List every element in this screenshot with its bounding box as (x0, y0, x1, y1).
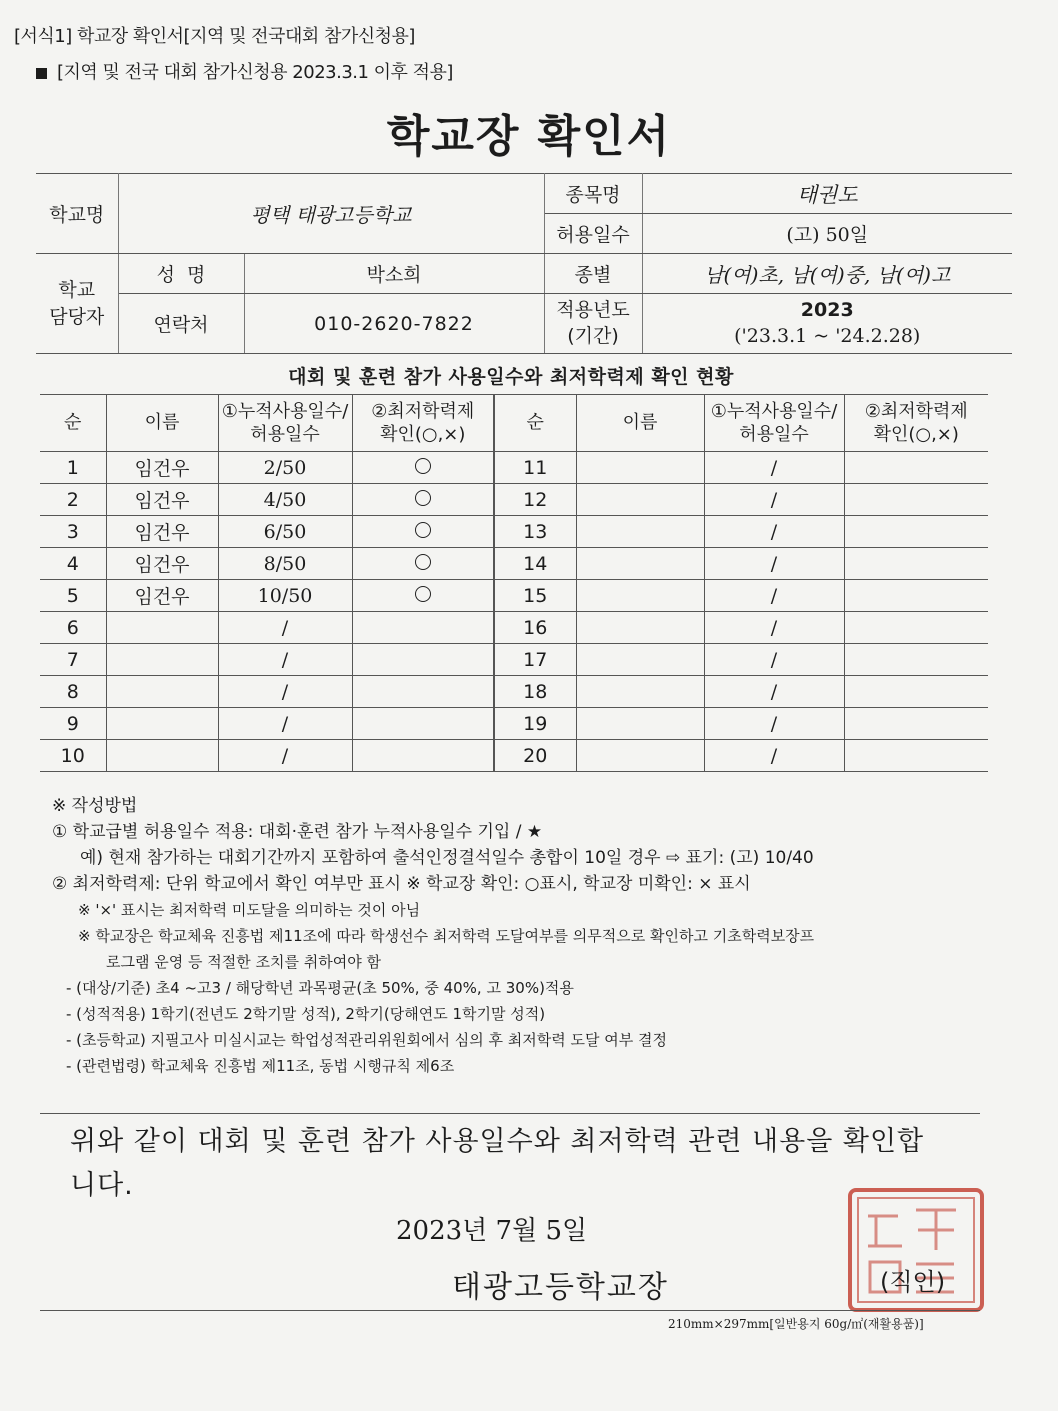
row-num: 5 (40, 580, 106, 612)
info-table (36, 173, 1012, 354)
header-check: ②최저학력제 확인(○,×) (844, 395, 988, 452)
note-dash-1: - (대상/기준) 초4 ~고3 / 해당학년 과목평균(초 50%, 중 40%, 고 30%)적용 (66, 979, 574, 997)
table-row (40, 484, 988, 516)
row-name: 임건우 (106, 484, 218, 516)
row-check (352, 708, 494, 740)
issue-date: 2023년 7월 5일 (396, 1216, 588, 1246)
manager-label: 학교 담당자 (36, 254, 118, 354)
row-days: / (704, 740, 844, 772)
row-name: 임건우 (106, 516, 218, 548)
row-days: / (218, 644, 352, 676)
section-title: 대회 및 훈련 참가 사용일수와 최저학력제 확인 현황 (288, 366, 734, 388)
divider (40, 1310, 980, 1311)
row-check (844, 740, 988, 772)
row-days: / (704, 676, 844, 708)
row-check (352, 740, 494, 772)
row-num: 2 (40, 484, 106, 516)
note-2-b-cont: 로그램 운영 등 적절한 조치를 취하여야 함 (106, 953, 381, 971)
row-days: / (218, 612, 352, 644)
row-check (352, 580, 494, 612)
row-name (106, 740, 218, 772)
divider (40, 1113, 980, 1114)
row-check (352, 484, 494, 516)
table-row (40, 452, 988, 484)
row-days: / (704, 612, 844, 644)
table-row (40, 548, 988, 580)
name-label: 성 명 (118, 254, 244, 294)
row-days: / (218, 676, 352, 708)
row-name (576, 740, 704, 772)
contact-value: 010-2620-7822 (244, 294, 544, 354)
confirm-line-1: 위와 같이 대회 및 훈련 참가 사용일수와 최저학력 관련 내용을 확인합 (70, 1126, 925, 1157)
header-name: 이름 (106, 395, 218, 452)
page-title: 학교장 확인서 (386, 111, 672, 162)
circle-mark-icon (415, 458, 431, 474)
row-num: 17 (494, 644, 576, 676)
row-num: 6 (40, 612, 106, 644)
row-check (352, 516, 494, 548)
row-days: / (218, 740, 352, 772)
circle-mark-icon (415, 490, 431, 506)
table-row (40, 516, 988, 548)
row-check (352, 644, 494, 676)
circle-mark-icon (415, 554, 431, 570)
name-value: 박소희 (244, 254, 544, 294)
row-check (844, 612, 988, 644)
table-row (40, 612, 988, 644)
notes-heading: ※ 작성방법 (52, 796, 138, 816)
header-check: ②최저학력제 확인(○,×) (352, 395, 494, 452)
row-name (576, 676, 704, 708)
year-label: 적용년도 (기간) (544, 294, 642, 354)
header-name: 이름 (576, 395, 704, 452)
row-num: 7 (40, 644, 106, 676)
square-bullet-icon (36, 68, 47, 79)
row-name (106, 708, 218, 740)
row-name (106, 644, 218, 676)
row-num: 3 (40, 516, 106, 548)
row-check (352, 452, 494, 484)
row-num: 9 (40, 708, 106, 740)
note-2-b: ※ 학교장은 학교체육 진흥법 제11조에 따라 학생선수 최저학력 도달여부를 의무적으로 확인하고 기초학력보장프 (78, 927, 815, 945)
note-1-example: 예) 현재 참가하는 대회기간까지 포함하여 출석인정결석일수 총합이 10일 경우 ⇨ 표기: (고) 10/40 (80, 848, 814, 868)
table-row (40, 708, 988, 740)
note-dash-2: - (성적적용) 1학기(전년도 2학기말 성적), 2학기(당해연도 1학기말 성적) (66, 1005, 546, 1023)
row-days: 4/50 (218, 484, 352, 516)
row-num: 20 (494, 740, 576, 772)
event-label: 종목명 (544, 174, 642, 214)
note-1: ① 학교급별 허용일수 적용: 대회·훈련 참가 누적사용일수 기입 / ★ (52, 822, 543, 842)
row-name (576, 516, 704, 548)
row-num: 12 (494, 484, 576, 516)
row-check (844, 676, 988, 708)
row-days: / (704, 548, 844, 580)
row-days: / (218, 708, 352, 740)
row-num: 13 (494, 516, 576, 548)
notice-line (36, 58, 453, 84)
row-name (576, 644, 704, 676)
row-check (352, 676, 494, 708)
confirm-line-2: 니다. (70, 1170, 134, 1201)
row-num: 19 (494, 708, 576, 740)
circle-mark-icon (415, 586, 431, 602)
row-check (844, 644, 988, 676)
row-days: / (704, 452, 844, 484)
school-label: 학교명 (36, 174, 118, 254)
row-check (352, 612, 494, 644)
row-name: 임건우 (106, 452, 218, 484)
row-days: 6/50 (218, 516, 352, 548)
row-days: 2/50 (218, 452, 352, 484)
note-dash-3: - (초등학교) 지필고사 미실시교는 학업성적관리위원회에서 심의 후 최저학력 도달 여부 결정 (66, 1031, 667, 1049)
usage-table (40, 394, 988, 772)
row-num: 16 (494, 612, 576, 644)
row-check (844, 516, 988, 548)
days-value: (고) 50일 (642, 214, 1012, 254)
instructions (52, 793, 1012, 1079)
row-num: 10 (40, 740, 106, 772)
row-check (844, 484, 988, 516)
row-name (576, 580, 704, 612)
form-label: [서식1] 학교장 확인서[지역 및 전국대회 참가신청용] (14, 26, 415, 47)
table-row (40, 740, 988, 772)
contact-label: 연락처 (118, 294, 244, 354)
header-days: ①누적사용일수/ 허용일수 (218, 395, 352, 452)
row-num: 15 (494, 580, 576, 612)
period-value: ('23.3.1 ~ '24.2.28) (734, 324, 921, 347)
row-name (576, 452, 704, 484)
row-num: 11 (494, 452, 576, 484)
row-check (844, 708, 988, 740)
row-check (844, 548, 988, 580)
row-name: 임건우 (106, 548, 218, 580)
table-row (40, 676, 988, 708)
row-days: / (704, 484, 844, 516)
row-name (576, 708, 704, 740)
note-2-a: ※ '×' 표시는 최저학력 미도달을 의미하는 것이 아님 (78, 901, 421, 919)
row-days: 10/50 (218, 580, 352, 612)
row-name (576, 612, 704, 644)
row-name: 임건우 (106, 580, 218, 612)
note-2: ② 최저학력제: 단위 학교에서 확인 여부만 표시 ※ 학교장 확인: ○표시, 학교장 미확인: × 표시 (52, 874, 751, 894)
table-header-row (40, 395, 988, 452)
circle-mark-icon (415, 522, 431, 538)
days-label: 허용일수 (544, 214, 642, 254)
principal-name: 태광고등학교장 (452, 1270, 669, 1305)
event-value: 태권도 (642, 174, 1012, 214)
row-check (844, 580, 988, 612)
row-check (844, 452, 988, 484)
row-days: / (704, 644, 844, 676)
row-days: / (704, 708, 844, 740)
category-value: 남(여)초, 남(여)중, 남(여)고 (642, 254, 1012, 294)
seal-label: (직인) (880, 1268, 946, 1296)
row-num: 14 (494, 548, 576, 580)
paper-spec: 210mm×297mm[일반용지 60g/㎡(재활용품)] (668, 1317, 924, 1331)
row-name (106, 612, 218, 644)
year-value: 2023 (800, 298, 854, 321)
row-num: 18 (494, 676, 576, 708)
row-num: 4 (40, 548, 106, 580)
category-label: 종별 (544, 254, 642, 294)
row-days: 8/50 (218, 548, 352, 580)
row-check (352, 548, 494, 580)
header-days: ①누적사용일수/ 허용일수 (704, 395, 844, 452)
row-days: / (704, 516, 844, 548)
note-dash-4: - (관련법령) 학교체육 진흥법 제11조, 동법 시행규칙 제6조 (66, 1057, 455, 1075)
header-num: 순 (494, 395, 576, 452)
row-num: 1 (40, 452, 106, 484)
table-row (40, 644, 988, 676)
row-days: / (704, 580, 844, 612)
row-name (576, 548, 704, 580)
row-name (106, 676, 218, 708)
table-row (40, 580, 988, 612)
row-num: 8 (40, 676, 106, 708)
notice-text: [지역 및 전국 대회 참가신청용 2023.3.1 이후 적용] (57, 62, 453, 83)
header-num: 순 (40, 395, 106, 452)
row-name (576, 484, 704, 516)
school-value: 평택 태광고등학교 (118, 174, 544, 254)
